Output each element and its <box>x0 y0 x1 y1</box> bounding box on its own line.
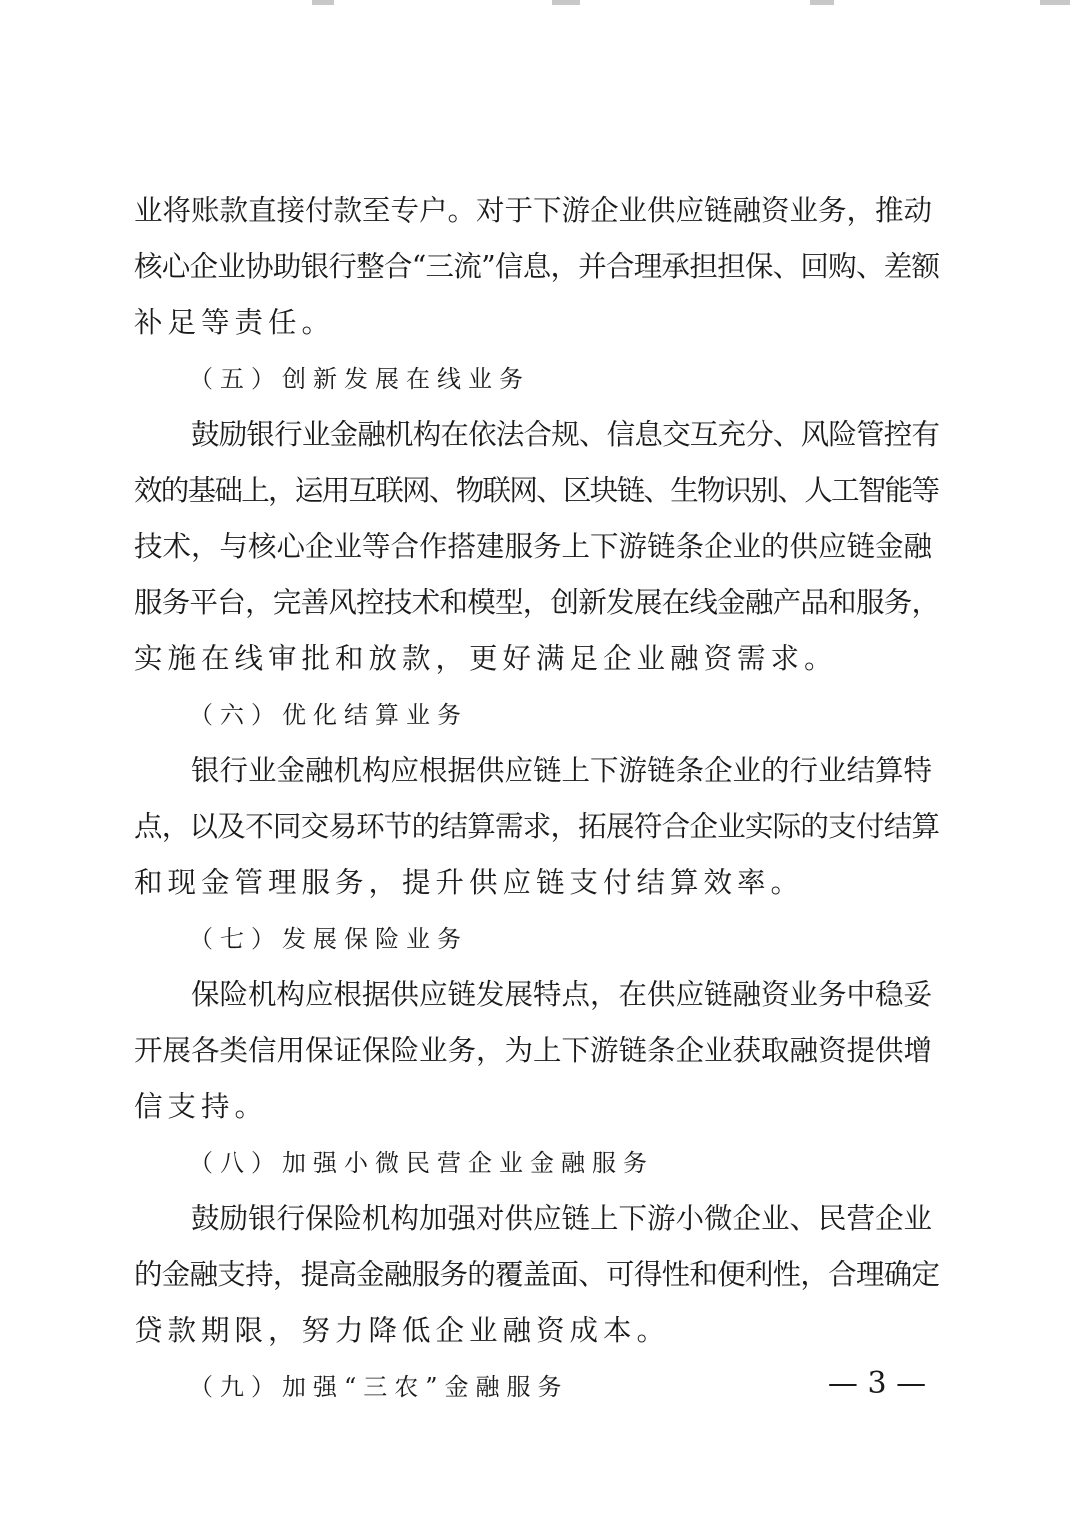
text-line: 的金融支持，提高金融服务的覆盖面、可得性和便利性，合理确定 <box>134 1258 940 1291</box>
scan-edge-marks <box>0 0 1080 8</box>
page-number: — 3 — <box>827 1366 927 1401</box>
text-line: 保险机构应根据供应链发展特点，在供应链融资业务中稳妥 <box>191 978 933 1011</box>
text-line: 和现金管理服务，提升供应链支付结算效率。 <box>134 866 805 899</box>
text-line: 开展各类信用保证保险业务，为上下游链条企业获取融资提供增 <box>134 1034 933 1067</box>
section-heading: （六）优化结算业务 <box>189 701 468 729</box>
text-line: 点，以及不同交易环节的结算需求，拓展符合企业实际的支付结算 <box>134 810 940 843</box>
text-line: 鼓励银行业金融机构在依法合规、信息交互充分、风险管控有 <box>191 418 940 451</box>
text-line: 鼓励银行保险机构加强对供应链上下游小微企业、民营企业 <box>191 1202 933 1235</box>
text-line: 技术，与核心企业等合作搭建服务上下游链条企业的供应链金融 <box>134 530 933 563</box>
section-heading: （七）发展保险业务 <box>189 925 468 953</box>
text-line: 银行业金融机构应根据供应链上下游链条企业的行业结算特 <box>191 754 933 787</box>
text-line: 信支持。 <box>134 1090 269 1123</box>
section-heading: （九）加强“三农”金融服务 <box>189 1373 569 1401</box>
text-line: 效的基础上，运用互联网、物联网、区块链、生物识别、人工智能等 <box>134 474 939 507</box>
text-line: 实施在线审批和放款，更好满足企业融资需求。 <box>134 642 838 675</box>
text-line: 服务平台，完善风控技术和模型，创新发展在线金融产品和服务， <box>134 586 940 619</box>
text-line: 核心企业协助银行整合“三流”信息，并合理承担担保、回购、差额 <box>134 250 940 283</box>
text-line: 业将账款直接付款至专户。对于下游企业供应链融资业务，推动 <box>134 194 933 227</box>
section-heading: （八）加强小微民营企业金融服务 <box>189 1149 654 1177</box>
text-line: 补足等责任。 <box>134 306 336 339</box>
text-line: 贷款期限，努力降低企业融资成本。 <box>134 1314 671 1347</box>
document-body <box>134 183 940 1415</box>
section-heading: （五）创新发展在线业务 <box>189 365 530 393</box>
